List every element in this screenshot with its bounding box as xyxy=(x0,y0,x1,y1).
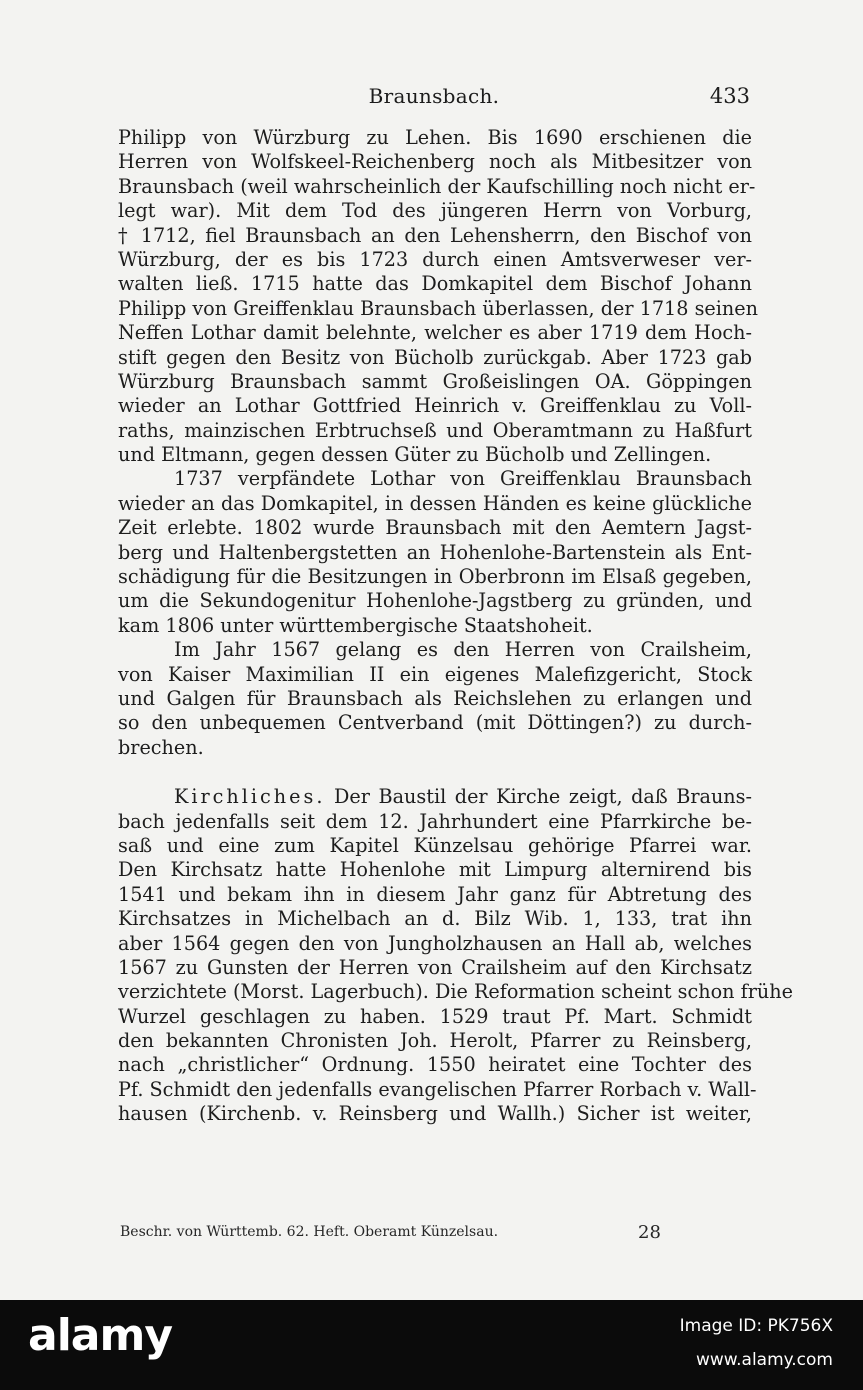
text-line: Im Jahr 1567 gelang es den Herren von Crailsheim, xyxy=(174,638,752,662)
text-line: kam 1806 unter württembergische Staatshoheit. xyxy=(118,613,593,637)
page-header xyxy=(118,84,750,114)
footer-citation: Beschr. von Württemb. 62. Heft. Oberamt Künzelsau. xyxy=(120,1224,499,1240)
text-line: legt war). Mit dem Tod des jüngeren Herrn von Vorburg, xyxy=(118,199,752,223)
running-title: Braunsbach. xyxy=(368,84,500,108)
text-line: † 1712, fiel Braunsbach an den Lehensherrn, den Bischof von xyxy=(118,223,752,247)
text-line: Pf. Schmidt den jedenfalls evangelischen Pfarrer Rorbach v. Wall- xyxy=(118,1077,757,1101)
body-text xyxy=(118,126,793,1127)
text-line: Den Kirchsatz hatte Hohenlohe mit Limpurg alternirend bis xyxy=(118,858,752,882)
text-line: nach „christlicher“ Ordnung. 1550 heiratet eine Tochter des xyxy=(118,1053,752,1077)
text-line: saß und eine zum Kapitel Künzelsau gehörige Pfarrei war. xyxy=(118,833,752,857)
text-line: 1567 zu Gunsten der Herren von Crailsheim auf den Kirchsatz xyxy=(118,955,752,979)
text-line: um die Sekundogenitur Hohenlohe-Jagstberg zu gründen, und xyxy=(118,589,752,613)
text-line: 1737 verpfändete Lothar von Greiffenklau Braunsbach xyxy=(174,467,752,491)
text-line: Wurzel geschlagen zu haben. 1529 traut Pf. Mart. Schmidt xyxy=(118,1004,752,1028)
text-line: Zeit erlebte. 1802 wurde Braunsbach mit den Aemtern Jagst- xyxy=(118,516,752,540)
image-id-label: Image ID: PK756X xyxy=(679,1316,833,1336)
section-gap xyxy=(118,760,752,785)
text-line: Braunsbach (weil wahrscheinlich der Kaufschilling noch nicht er- xyxy=(118,174,756,198)
text-line: Kirchsatzes in Michelbach an d. Bilz Wib. 1, 133, trat ihn xyxy=(118,907,752,931)
sheet-signature: 28 xyxy=(638,1222,661,1243)
text-line: und Galgen für Braunsbach als Reichslehen zu erlangen und xyxy=(118,686,752,710)
text-line: wieder an Lothar Gottfried Heinrich v. Greiffenklau zu Voll- xyxy=(118,394,752,418)
brand-logo: alamy xyxy=(28,1310,172,1361)
page-number: 433 xyxy=(709,84,750,108)
text-line: den bekannten Chronisten Joh. Herolt, Pfarrer zu Reinsberg, xyxy=(118,1029,752,1053)
text-line: verzichtete (Morst. Lagerbuch). Die Reformation scheint schon frühe xyxy=(118,980,793,1004)
text-line: Würzburg Braunsbach sammt Großeislingen OA. Göppingen xyxy=(118,369,752,393)
text-line: aber 1564 gegen den von Jungholzhausen an Hall ab, welches xyxy=(118,931,752,955)
text-line: walten ließ. 1715 hatte das Domkapitel dem Bischof Johann xyxy=(118,272,752,296)
text-line: stift gegen den Besitz von Bücholb zurückgab. Aber 1723 gab xyxy=(118,345,752,369)
section-heading: Kirchliches. xyxy=(174,785,326,809)
text-line: wieder an das Domkapitel, in dessen Händen es keine glückliche xyxy=(118,491,752,515)
site-url: www.alamy.com xyxy=(695,1350,833,1370)
text-line: und Eltmann, gegen dessen Güter zu Bücholb und Zellingen. xyxy=(118,443,712,467)
page-footer xyxy=(120,1222,660,1248)
watermark-banner xyxy=(0,1300,863,1390)
text-line: von Kaiser Maximilian II ein eigenes Malefizgericht, Stock xyxy=(118,662,752,686)
text-line: Neffen Lothar damit belehnte, welcher es aber 1719 dem Hoch- xyxy=(118,321,752,345)
text-line: 1541 und bekam ihn in diesem Jahr ganz für Abtretung des xyxy=(118,882,752,906)
text-line: schädigung für die Besitzungen in Oberbronn im Elsaß gegeben, xyxy=(118,565,752,589)
text-line: brechen. xyxy=(118,735,204,759)
text-line: raths, mainzischen Erbtruchseß und Oberamtmann zu Haßfurt xyxy=(118,418,752,442)
text-line: Philipp von Würzburg zu Lehen. Bis 1690 erschienen die xyxy=(118,126,752,149)
text-line: so den unbequemen Centverband (mit Döttingen?) zu durch- xyxy=(118,711,752,735)
text-line: Philipp von Greiffenklau Braunsbach überlassen, der 1718 seinen xyxy=(118,296,758,320)
text-line: bach jedenfalls seit dem 12. Jahrhundert eine Pfarrkirche be- xyxy=(118,809,752,833)
text-line: Herren von Wolfskeel-Reichenberg noch als Mitbesitzer von xyxy=(118,150,752,174)
section-first-line-text: Der Baustil der Kirche zeigt, daß Brauns- xyxy=(334,785,752,809)
section-first-line xyxy=(118,785,752,809)
text-line: hausen (Kirchenb. v. Reinsberg und Wallh.) Sicher ist weiter, xyxy=(118,1102,752,1126)
text-line: Würzburg, der es bis 1723 durch einen Amtsverweser ver- xyxy=(118,247,752,271)
text-line: berg und Haltenbergstetten an Hohenlohe-Bartenstein als Ent- xyxy=(118,540,752,564)
